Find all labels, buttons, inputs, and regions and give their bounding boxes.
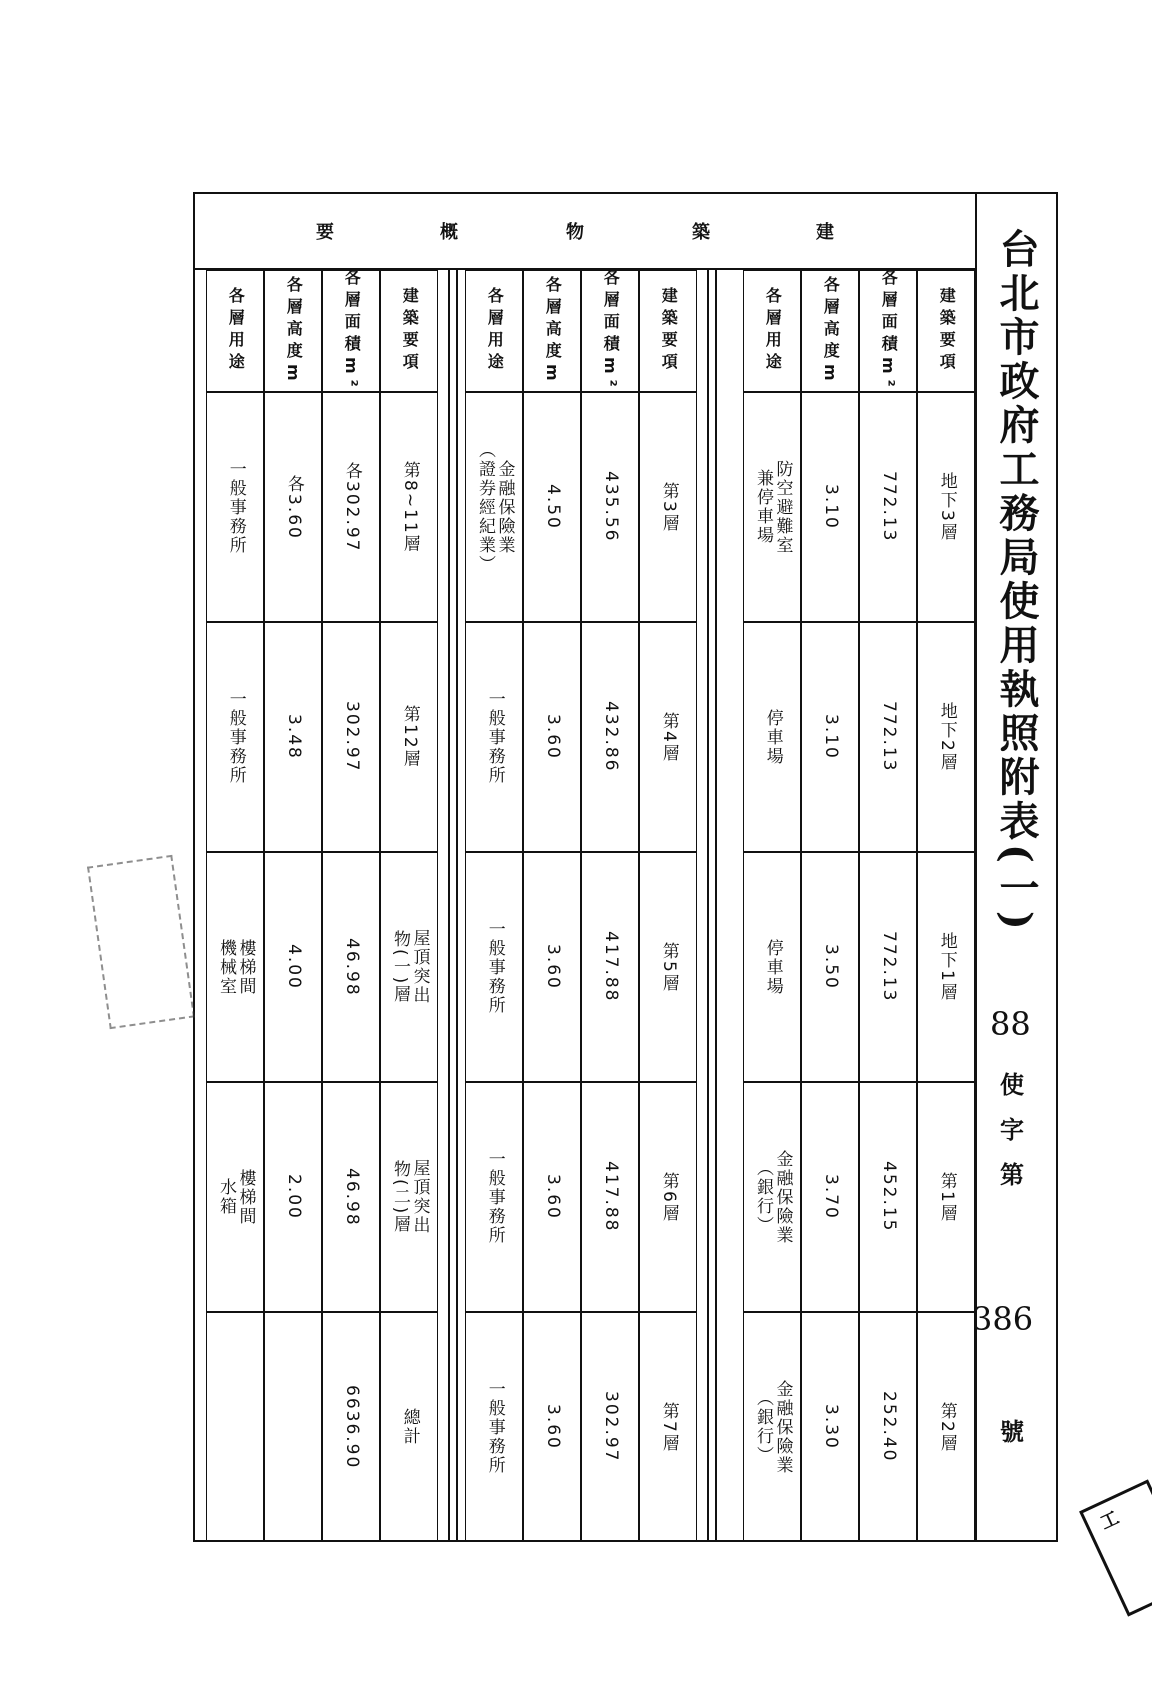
table-cell <box>206 852 264 1082</box>
cell-value: 一般事務所 <box>484 1379 505 1475</box>
cell-value: 防空避難室 兼停車場 <box>753 459 793 555</box>
side-label-5: 要 <box>316 222 334 243</box>
table-cell <box>859 1312 917 1542</box>
cell-value: 46.98 <box>341 1167 362 1227</box>
cell-value: 2.00 <box>283 1174 304 1220</box>
row-label-text: 各層面積m² <box>342 269 362 393</box>
cell-value: 772.13 <box>878 931 899 1003</box>
license-number: 386 <box>972 1300 1034 1338</box>
table-cell <box>859 392 917 622</box>
table-cell <box>801 392 859 622</box>
row-label <box>380 270 438 392</box>
cell-value: 435.56 <box>600 471 621 543</box>
cell-value: 3.30 <box>820 1404 841 1450</box>
cell-value: 3.70 <box>820 1174 841 1220</box>
cell-value: 樓梯間 機械室 <box>216 938 256 996</box>
table-cell <box>380 392 438 622</box>
cell-value: 第12層 <box>399 705 420 769</box>
table-cell <box>639 1312 697 1542</box>
row-label <box>465 270 523 392</box>
cell-value: 一般事務所 <box>225 459 246 555</box>
table-cell <box>743 622 801 852</box>
cell-value: 停車場 <box>762 938 783 996</box>
table-cell <box>465 1312 523 1542</box>
table-cell <box>801 622 859 852</box>
cell-value: 302.97 <box>341 701 362 773</box>
cell-value: 3.60 <box>542 944 563 990</box>
cell-value: 停車場 <box>762 708 783 766</box>
cell-value: 第7層 <box>658 1401 679 1453</box>
cell-value: 金融保險業 （銀行） <box>753 1149 793 1245</box>
table-cell <box>322 622 380 852</box>
cell-value: 地下2層 <box>936 702 957 772</box>
table-cell <box>322 1312 380 1542</box>
office-stamp: 工 <box>1079 1479 1152 1616</box>
table-cell <box>859 622 917 852</box>
table-cell <box>465 852 523 1082</box>
row-label <box>917 270 975 392</box>
cell-value: 46.98 <box>341 937 362 997</box>
row-label <box>743 270 801 392</box>
cell-value: 第8~11層 <box>399 460 420 554</box>
row-label-text: 各層用途 <box>226 287 246 375</box>
license-char-3: 第 <box>1000 1160 1024 1189</box>
cell-value: 3.10 <box>820 484 841 530</box>
table-cell <box>639 622 697 852</box>
cell-value: 3.60 <box>542 1404 563 1450</box>
table-cell <box>917 1082 975 1312</box>
cell-value: 各302.97 <box>341 461 362 553</box>
table-cell <box>639 852 697 1082</box>
table-cell <box>801 852 859 1082</box>
license-suffix: 號 <box>1000 1417 1024 1446</box>
cell-value: 各3.60 <box>283 474 304 540</box>
summary-band <box>193 192 975 270</box>
cell-value: 3.50 <box>820 944 841 990</box>
seal-impression <box>87 855 195 1029</box>
cell-value: 屋頂突出 物(二)層 <box>390 1159 430 1235</box>
row-label-text: 各層面積m² <box>879 269 899 393</box>
table-cell <box>380 1082 438 1312</box>
row-label-text: 建築要項 <box>659 287 679 375</box>
row-label <box>523 270 581 392</box>
cell-value: 總計 <box>399 1408 420 1446</box>
row-label <box>322 270 380 392</box>
row-label <box>859 270 917 392</box>
table-cell <box>743 392 801 622</box>
row-label-text: 各層用途 <box>763 287 783 375</box>
page-title: 台北市政府工務局使用執照附表(一) <box>993 228 1040 934</box>
row-label <box>801 270 859 392</box>
table-cell <box>206 392 264 622</box>
cell-value: 地下1層 <box>936 932 957 1002</box>
table-cell <box>859 1082 917 1312</box>
cell-value: 第5層 <box>658 941 679 993</box>
table-cell <box>264 1082 322 1312</box>
cell-value: 432.86 <box>600 701 621 773</box>
cell-value: 地下3層 <box>936 472 957 542</box>
cell-value: 452.15 <box>878 1161 899 1233</box>
side-label-3: 物 <box>566 222 584 243</box>
side-label-2: 築 <box>692 222 710 243</box>
table-cell <box>380 622 438 852</box>
row-label-text: 建築要項 <box>400 287 420 375</box>
cell-value: 772.13 <box>878 701 899 773</box>
cell-value: 3.48 <box>283 714 304 760</box>
cell-value: 第3層 <box>658 481 679 533</box>
cell-value: 第6層 <box>658 1171 679 1223</box>
cell-value: 一般事務所 <box>484 919 505 1015</box>
table-cell <box>206 1312 264 1542</box>
table-cell <box>264 392 322 622</box>
cell-value: 3.60 <box>542 1174 563 1220</box>
cell-value: 302.97 <box>600 1391 621 1463</box>
table-cell <box>917 392 975 622</box>
table-cell <box>523 392 581 622</box>
table-cell <box>465 1082 523 1312</box>
cell-value: 金融保險業 （銀行） <box>753 1379 793 1475</box>
table-cell <box>523 1312 581 1542</box>
row-label <box>581 270 639 392</box>
table-cell <box>581 1312 639 1542</box>
table-cell <box>581 852 639 1082</box>
cell-value: 417.88 <box>600 1161 621 1233</box>
table-cell <box>743 1312 801 1542</box>
table-cell <box>743 852 801 1082</box>
row-label-text: 各層面積m² <box>601 269 621 393</box>
cell-value: 金融保險業 （證券經紀業） <box>475 440 515 574</box>
table-cell <box>523 1082 581 1312</box>
table-cell <box>206 622 264 852</box>
cell-value: 第2層 <box>936 1401 957 1453</box>
table-cell <box>264 622 322 852</box>
table-cell <box>639 1082 697 1312</box>
cell-value: 4.50 <box>542 484 563 530</box>
table-cell <box>801 1082 859 1312</box>
cell-value: 一般事務所 <box>484 1149 505 1245</box>
table-cell <box>801 1312 859 1542</box>
table-cell <box>859 852 917 1082</box>
cell-value: 第1層 <box>936 1171 957 1223</box>
table-cell <box>581 392 639 622</box>
cell-value: 屋頂突出 物(一)層 <box>390 929 430 1005</box>
table-cell <box>465 392 523 622</box>
license-year: 88 <box>990 1005 1031 1043</box>
table-cell <box>581 1082 639 1312</box>
cell-value: 772.13 <box>878 471 899 543</box>
table-cell <box>206 1082 264 1312</box>
row-label-text: 各層用途 <box>485 287 505 375</box>
section-divider <box>707 270 717 1542</box>
table-cell <box>917 852 975 1082</box>
cell-value: 第4層 <box>658 711 679 763</box>
cell-value: 3.60 <box>542 714 563 760</box>
row-label <box>639 270 697 392</box>
table-cell <box>465 622 523 852</box>
table-cell <box>581 622 639 852</box>
table-cell <box>917 622 975 852</box>
cell-value: 417.88 <box>600 931 621 1003</box>
row-label-text: 各層高度m <box>821 275 841 387</box>
cell-value: 4.00 <box>283 944 304 990</box>
cell-value: 6636.90 <box>341 1384 362 1470</box>
side-label-4: 概 <box>440 222 458 243</box>
row-label <box>264 270 322 392</box>
row-label-text: 建築要項 <box>937 287 957 375</box>
row-label <box>206 270 264 392</box>
row-label-text: 各層高度m <box>543 275 563 387</box>
cell-value: 3.10 <box>820 714 841 760</box>
table-cell <box>380 852 438 1082</box>
table-cell <box>380 1312 438 1542</box>
table-cell <box>264 852 322 1082</box>
table-cell <box>639 392 697 622</box>
table-cell <box>264 1312 322 1542</box>
side-label-1: 建 <box>816 222 834 243</box>
table-cell <box>523 622 581 852</box>
table-cell <box>523 852 581 1082</box>
cell-value: 一般事務所 <box>225 689 246 785</box>
table-cell <box>917 1312 975 1542</box>
table-cell <box>743 1082 801 1312</box>
row-label-text: 各層高度m <box>284 275 304 387</box>
license-char-1: 使 <box>1000 1070 1024 1099</box>
table-cell <box>322 1082 380 1312</box>
license-char-2: 字 <box>1000 1115 1024 1144</box>
table-cell <box>322 852 380 1082</box>
section-divider <box>448 270 458 1542</box>
cell-value: 一般事務所 <box>484 689 505 785</box>
table-cell <box>322 392 380 622</box>
cell-value: 252.40 <box>878 1391 899 1463</box>
cell-value: 樓梯間 水箱 <box>216 1168 256 1226</box>
